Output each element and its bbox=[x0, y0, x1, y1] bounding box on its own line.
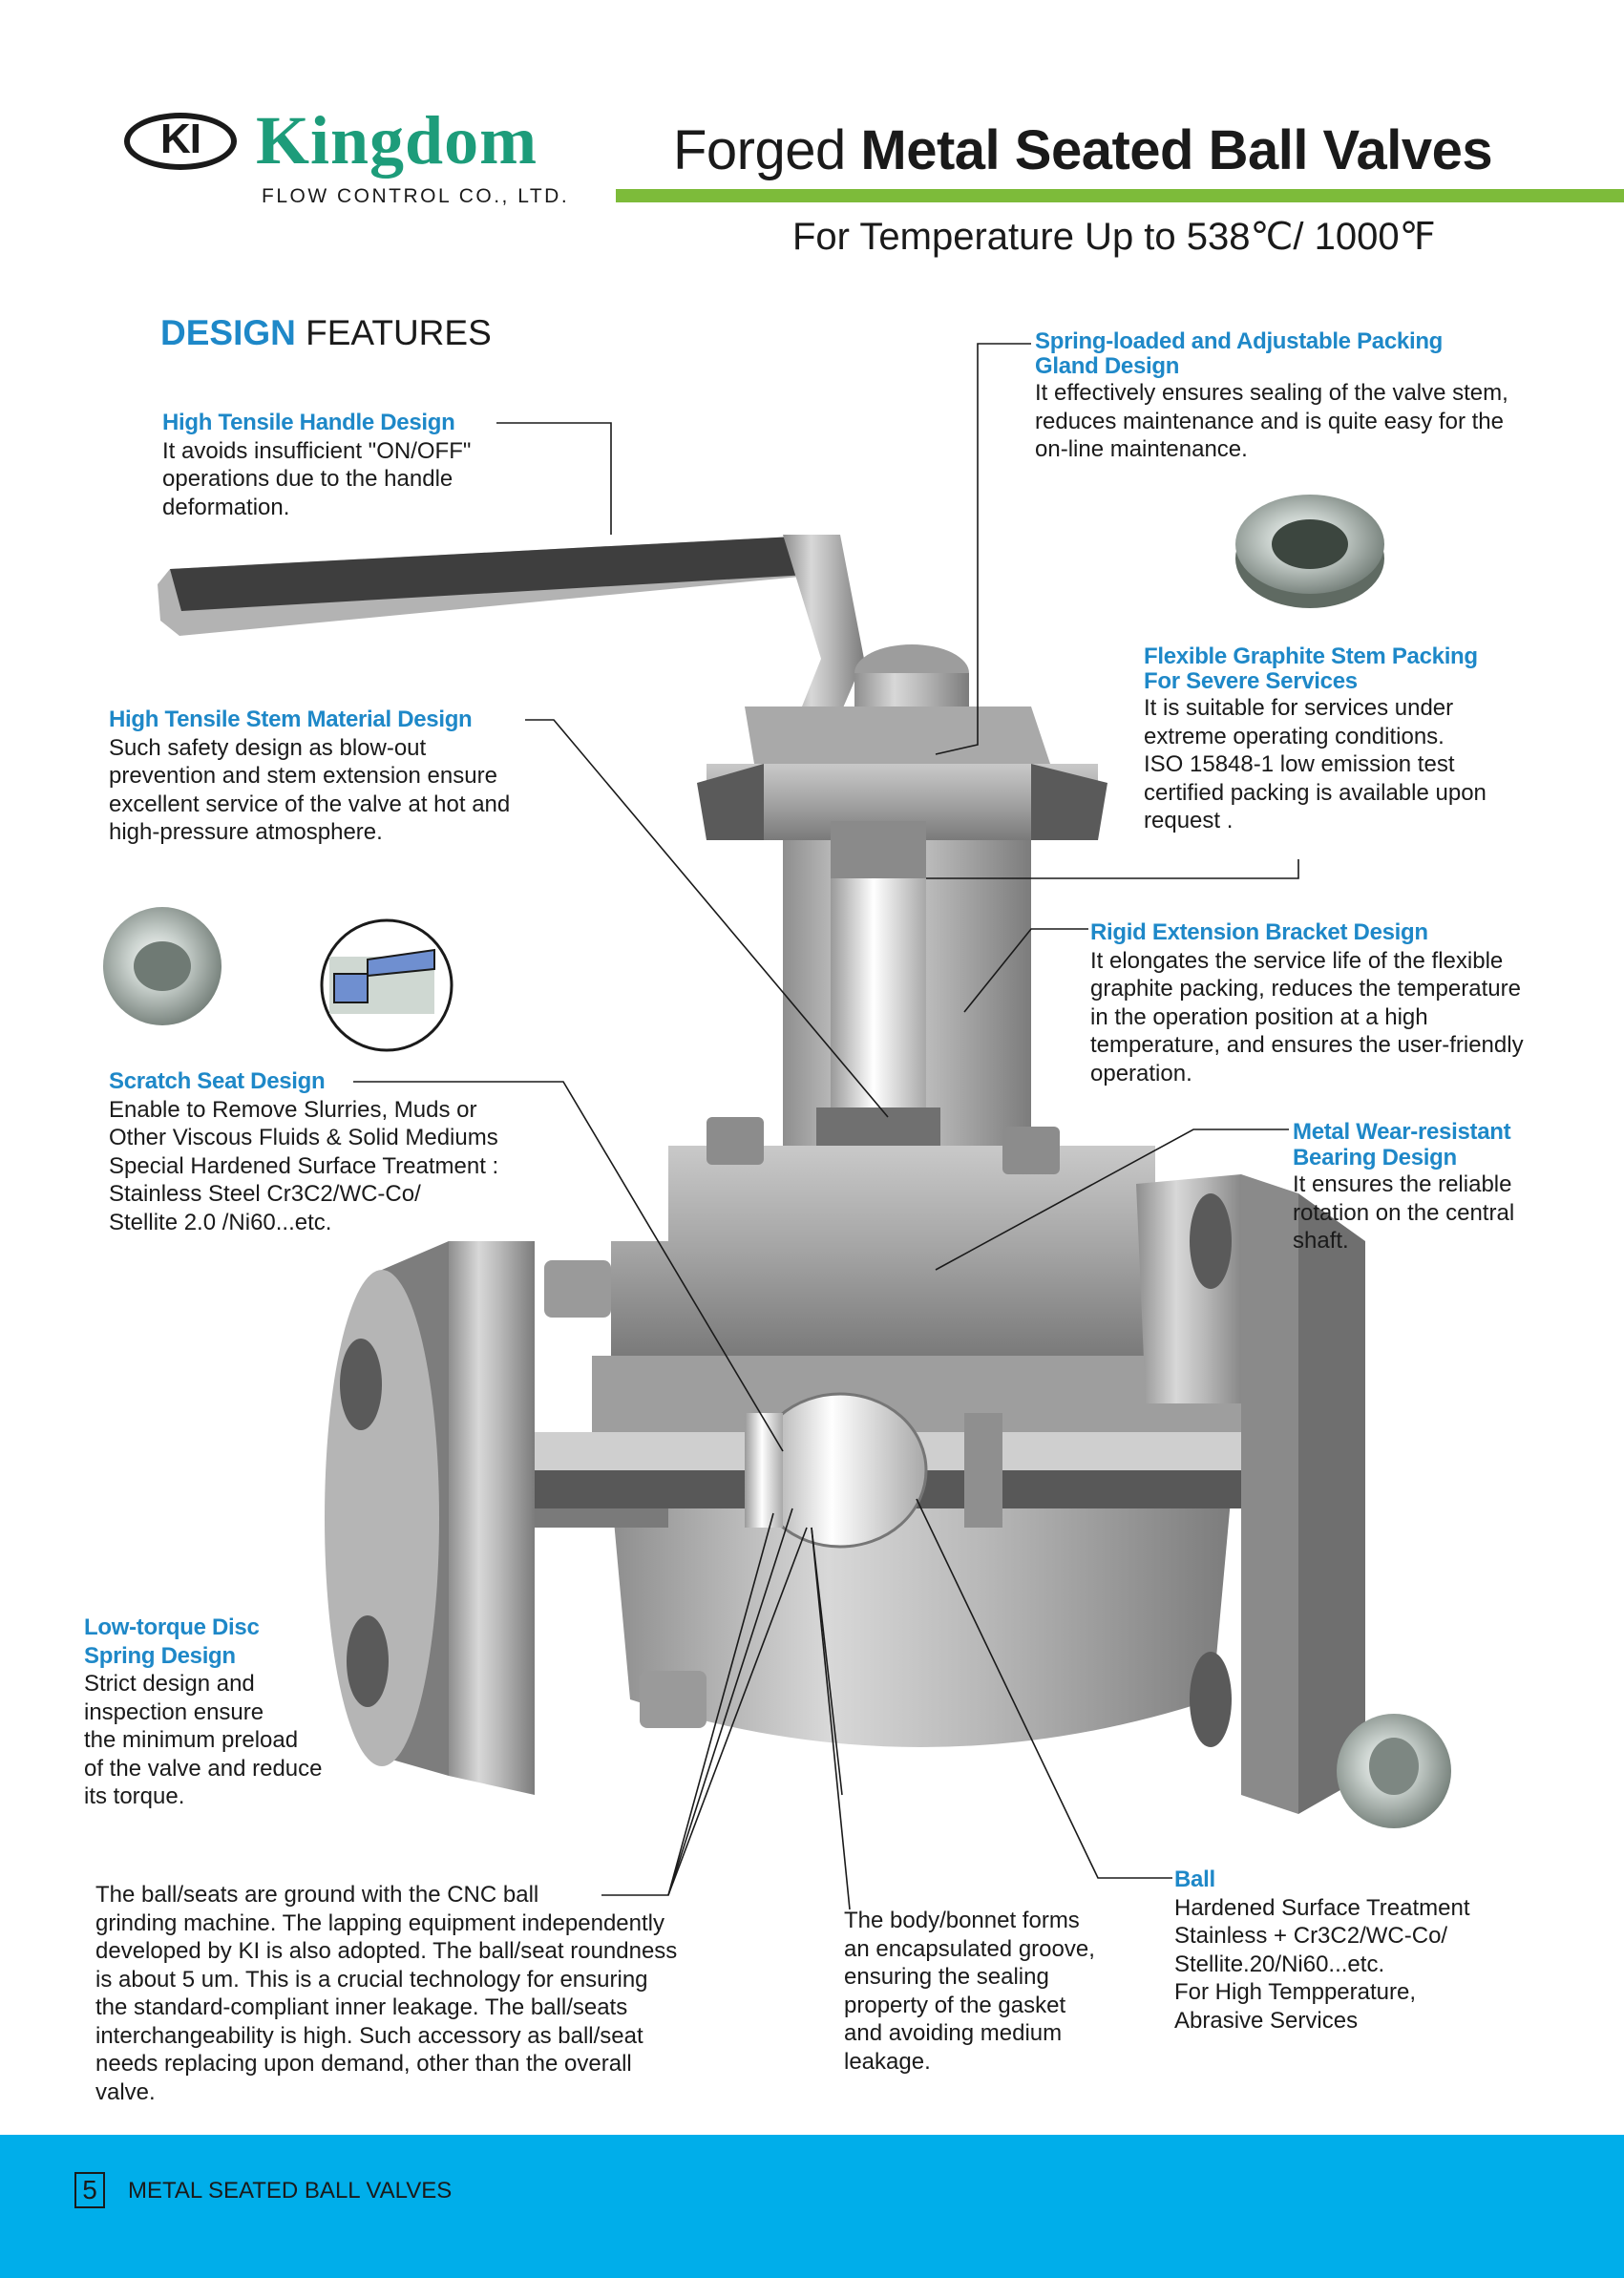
left-flange-graphic bbox=[325, 1241, 535, 1795]
feature-packing-heading-2: For Severe Services bbox=[1144, 668, 1358, 694]
footer-bar bbox=[0, 2135, 1624, 2278]
feature-disc-text: Strict design and inspection ensure the minimum preload of the valve and reduce its torque. bbox=[84, 1671, 323, 1809]
feature-ball-text: Hardened Surface Treatment Stainless + Cr3C2/WC-Co/ Stellite.20/Ni60...etc. For High Tempperature, Abrasive Services bbox=[1174, 1894, 1470, 2034]
feature-packing bbox=[1144, 644, 1487, 835]
seat-detail-graphic bbox=[322, 920, 452, 1050]
feature-packing-heading-1: Flexible Graphite Stem Packing bbox=[1144, 643, 1478, 669]
feature-gland-heading-2: Gland Design bbox=[1035, 353, 1180, 379]
feature-gland-text: It effectively ensures sealing of the valve stem, reduces maintenance and is quite easy for the on-line maintenance. bbox=[1035, 380, 1508, 462]
feature-stem-text: Such safety design as blow-out prevention and stem extension ensure excellent service of the valve at hot and high-pressure atmosphere. bbox=[109, 734, 511, 845]
section-heading-accent: DESIGN bbox=[160, 313, 296, 352]
feature-handle-heading: High Tensile Handle Design bbox=[162, 410, 455, 435]
feature-bracket-heading: Rigid Extension Bracket Design bbox=[1090, 919, 1428, 945]
gland-graphic bbox=[697, 644, 1107, 840]
feature-disc-heading-1: Low-torque Disc bbox=[84, 1614, 260, 1640]
feature-bearing bbox=[1293, 1119, 1514, 1255]
note-ball-seats: The ball/seats are ground with the CNC ball grinding machine. The lapping equipment independently developed by KI is also adopted. The ball/seat roundness is about 5 um. This is a crucial technology for ensuring the standard-compliant inner leakage. The ball/seats interchangeability is high. Such accessory as ball/seat needs replacing upon demand, other than the overall valve. bbox=[95, 1882, 678, 2105]
ball-ring-graphic bbox=[1337, 1714, 1451, 1828]
feature-handle-text: It avoids insufficient "ON/OFF" operations due to the handle deformation. bbox=[162, 437, 472, 520]
feature-bracket bbox=[1090, 918, 1524, 1087]
brand-name: Kingdom bbox=[256, 102, 538, 179]
feature-ball-heading: Ball bbox=[1174, 1867, 1215, 1892]
feature-seat-heading: Scratch Seat Design bbox=[109, 1068, 326, 1094]
feature-bearing-heading-1: Metal Wear-resistant bbox=[1293, 1119, 1511, 1145]
seat-ring-graphic bbox=[103, 907, 221, 1025]
brand-logo bbox=[124, 102, 573, 221]
section-heading bbox=[160, 313, 492, 353]
feature-seat bbox=[109, 1067, 498, 1236]
feature-ball bbox=[1174, 1866, 1470, 2035]
feature-handle bbox=[162, 409, 471, 521]
feature-stem bbox=[109, 706, 510, 847]
feature-bearing-text: It ensures the reliable rotation on the central shaft. bbox=[1293, 1171, 1515, 1254]
note-body-bonnet: The body/bonnet forms an encapsulated groove, ensuring the sealing property of the gasket and avoiding medium leakage. bbox=[844, 1908, 1095, 2075]
page-title bbox=[673, 118, 1492, 182]
logo-mark: KI bbox=[160, 116, 200, 162]
title-underline-bar bbox=[616, 189, 1624, 202]
footer-label: METAL SEATED BALL VALVES bbox=[128, 2178, 453, 2204]
feature-packing-text: It is suitable for services under extreme operating conditions. ISO 15848-1 low emission test certified packing is available upon request . bbox=[1144, 695, 1487, 833]
feature-gland bbox=[1035, 329, 1508, 464]
feature-seat-text: Enable to Remove Slurries, Muds or Other Viscous Fluids & Solid Mediums Special Hardened Surface Treatment : Stainless Steel Cr3C2/WC-Co/ Stellite 2.0 /Ni60...etc. bbox=[109, 1096, 499, 1235]
feature-stem-heading: High Tensile Stem Material Design bbox=[109, 707, 473, 732]
section-heading-rest: FEATURES bbox=[295, 313, 492, 352]
feature-disc bbox=[84, 1614, 323, 1811]
feature-bracket-text: It elongates the service life of the flexible graphite packing, reduces the temperature in the operation position at a high temperature, and ensures the user-friendly operation. bbox=[1090, 947, 1524, 1086]
brand-subtitle: FLOW CONTROL CO., LTD. bbox=[262, 185, 570, 207]
page-subtitle: For Temperature Up to 538℃/ 1000℉ bbox=[792, 216, 1436, 258]
feature-disc-heading-2: Spring Design bbox=[84, 1642, 236, 1669]
title-bold: Metal Seated Ball Valves bbox=[860, 119, 1493, 181]
feature-gland-heading-1: Spring-loaded and Adjustable Packing bbox=[1035, 328, 1444, 354]
packing-ring-graphic bbox=[1235, 495, 1384, 608]
handle-graphic bbox=[158, 535, 864, 726]
title-light: Forged bbox=[673, 119, 861, 181]
page-number: 5 bbox=[74, 2172, 105, 2208]
feature-bearing-heading-2: Bearing Design bbox=[1293, 1145, 1457, 1171]
